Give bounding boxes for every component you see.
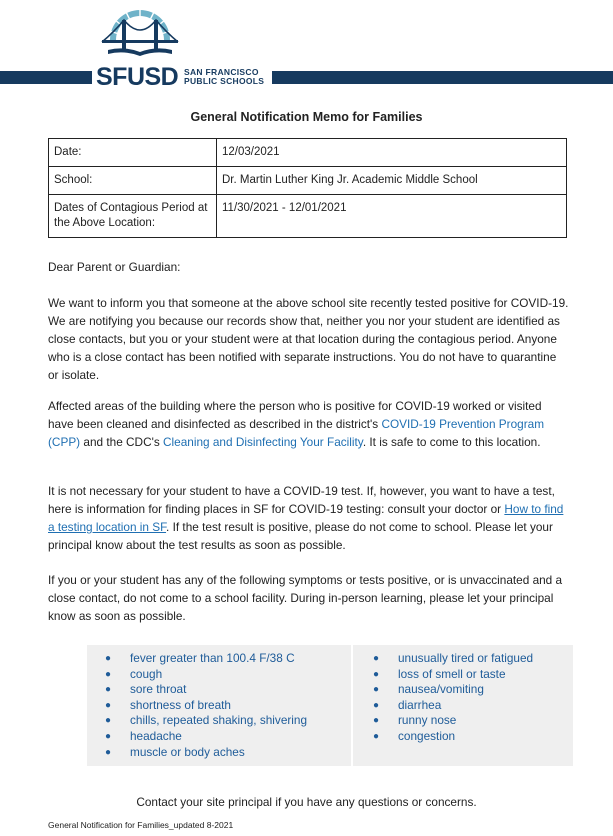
bullet-icon: ● (373, 699, 380, 711)
list-item (373, 713, 533, 729)
paragraph-2-middle: and the CDC's (80, 435, 164, 449)
table-row (49, 167, 567, 195)
list-item (105, 713, 307, 729)
paragraph-2-text (48, 397, 570, 451)
symptoms-right-column (373, 651, 533, 745)
bullet-icon: ● (373, 653, 380, 664)
bullet-icon: ● (373, 730, 380, 742)
symptom-text: headache (130, 728, 182, 743)
symptom-text: loss of smell or taste (398, 666, 506, 681)
bullet-icon: ● (373, 715, 380, 727)
symptom-text: sore throat (130, 682, 187, 697)
list-item (373, 698, 533, 714)
page-header (0, 0, 613, 90)
list-item (373, 667, 533, 683)
date-value: 12/03/2021 (217, 139, 567, 167)
symptom-text: diarrhea (398, 697, 442, 712)
bullet-icon: ● (105, 715, 112, 727)
list-item (105, 682, 307, 698)
symptom-text: muscle or body aches (130, 744, 245, 759)
list-item (105, 729, 307, 745)
symptom-text: chills, repeated shaking, shivering (130, 713, 308, 728)
info-table (48, 138, 567, 238)
symptom-text: nausea/vomiting (398, 682, 484, 697)
table-row (49, 139, 567, 167)
column-divider (351, 645, 353, 766)
symptom-text: congestion (398, 728, 456, 743)
golden-gate-bridge-icon (98, 6, 182, 62)
bullet-icon: ● (373, 684, 380, 696)
list-item (105, 667, 307, 683)
memo-title: General Notification Memo for Families (190, 110, 423, 124)
paragraph-3-text (48, 482, 570, 554)
paragraph-4-text: If you or your student has any of the following symptoms or tests positive, or is unvaccinated and a close contact, do not come to a school facility. During in-person learning, please let your principal know as soon as possible. (48, 573, 563, 623)
symptom-text: runny nose (398, 713, 457, 728)
list-item (105, 698, 307, 714)
bullet-icon: ● (105, 730, 112, 742)
contagious-period-value: 11/30/2021 - 12/01/2021 (217, 195, 567, 238)
paragraph-3-after: . If the test result is positive, please do not come to school. Please let your principal know about the test results as soon as possible. (48, 520, 553, 552)
date-label: Date: (49, 139, 217, 167)
logo-subtitle-line1: SAN FRANCISCO (184, 67, 259, 77)
footer-note: General Notification for Families_updated 8-2021 (48, 820, 234, 830)
paragraph-1 (48, 294, 570, 384)
bullet-icon: ● (105, 699, 112, 711)
bullet-icon: ● (373, 668, 380, 680)
cpp-link[interactable]: COVID-19 Prevention Program (CPP) (48, 417, 545, 449)
logo-subtitle-line2: PUBLIC SCHOOLS (184, 76, 265, 86)
sfusd-logo (92, 4, 272, 90)
greeting: Dear Parent or Guardian: (48, 260, 181, 274)
logo-subtitle (184, 68, 264, 86)
paragraph-2-before: Affected areas of the building where the person who is positive for COVID-19 worked or visited have been cleaned and disinfected as described in the district's (48, 399, 542, 431)
table-row (49, 195, 567, 238)
list-item (373, 651, 533, 667)
paragraph-3 (48, 482, 570, 554)
paragraph-2-after: . It is safe to come to this location. (362, 435, 541, 449)
closing-line: Contact your site principal if you have any questions or concerns. (136, 795, 477, 809)
symptom-text: cough (130, 666, 163, 681)
list-item (373, 729, 533, 745)
paragraph-3-before: It is not necessary for your student to have a COVID-19 test. If, however, you want to have a test, here is information for finding places in SF for COVID-19 testing: consult your doctor or (48, 484, 555, 516)
symptom-text: fever greater than 100.4 F/38 C (130, 651, 295, 665)
paragraph-4 (48, 571, 570, 625)
cdc-cleaning-link[interactable]: Cleaning and Disinfecting Your Facility (163, 435, 363, 449)
bullet-icon: ● (105, 653, 112, 664)
logo-wordmark: SFUSD (96, 63, 179, 91)
list-item (105, 651, 307, 667)
symptoms-box (87, 645, 573, 766)
testing-location-link[interactable]: How to find a testing location in SF (48, 502, 564, 534)
school-label: School: (49, 167, 217, 195)
symptom-text: unusually tired or fatigued (398, 651, 534, 665)
symptom-text: shortness of breath (130, 697, 231, 712)
list-item (373, 682, 533, 698)
paragraph-2 (48, 397, 570, 451)
school-value: Dr. Martin Luther King Jr. Academic Middle School (217, 167, 567, 195)
bullet-icon: ● (105, 668, 112, 680)
symptoms-left-column (105, 651, 307, 760)
bullet-icon: ● (105, 684, 112, 696)
list-item (105, 745, 307, 761)
bullet-icon: ● (105, 746, 112, 758)
contagious-period-label: Dates of Contagious Period at the Above Location: (49, 195, 217, 238)
paragraph-1-text: We want to inform you that someone at the above school site recently tested positive for COVID-19. We are notifying you because our records show that, neither you nor your student are identified as close contacts, but you or your student were at that location during the contagious period. Anyone who is a close contact has been notified with separate instructions. You do not have to quarantine or isolate. (48, 296, 569, 382)
